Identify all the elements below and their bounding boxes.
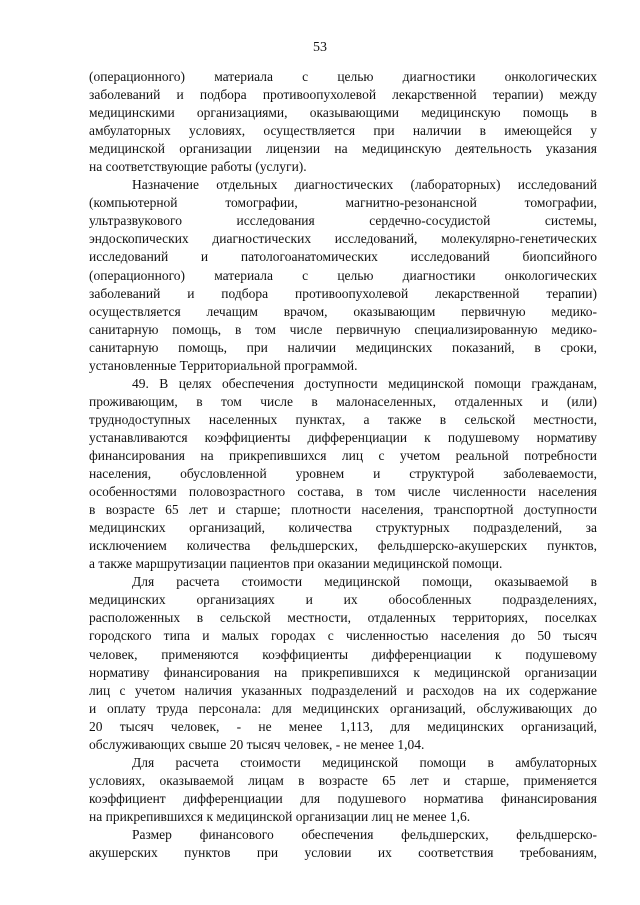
text-line: исключением количества фельдшерских, фельдшерско-акушерских пунктов, bbox=[89, 538, 597, 554]
text-line: человек, применяются коэффициенты дифференциации к подушевому bbox=[89, 646, 597, 662]
text-line: лиц с учетом наличия указанных подразделений и расходов на их содержание bbox=[89, 682, 597, 698]
text-line: санитарную помощь, при наличии медицинских показаний, в сроки, bbox=[89, 339, 597, 355]
text-line: 49. В целях обеспечения доступности медицинской помощи гражданам, bbox=[132, 375, 597, 391]
text-line: установленные Территориальной программой. bbox=[89, 357, 358, 373]
text-line: расположенных в сельской местности, отдаленных территориях, поселках bbox=[89, 610, 597, 626]
text-line: и оплату труда персонала: для медицинских организаций, обслуживающих до bbox=[89, 700, 597, 716]
text-line: медицинской организации лицензии на медицинскую деятельность указания bbox=[89, 141, 597, 157]
text-line: (компьютерной томографии, магнитно-резонансной томографии, bbox=[89, 195, 597, 211]
text-line: городского типа и малых городах с численностью населения до 50 тысяч bbox=[89, 628, 597, 644]
text-line: труднодоступных населенных пунктах, а также в сельской местности, bbox=[89, 411, 597, 427]
body-text bbox=[89, 68, 597, 862]
text-line: условиях, оказываемой лицам в возрасте 65 лет и старше, применяется bbox=[89, 772, 597, 788]
text-line: эндоскопических диагностических исследований, молекулярно-генетических bbox=[89, 231, 597, 247]
text-line: а также маршрутизации пациентов при оказании медицинской помощи. bbox=[89, 556, 503, 572]
text-line: медицинскими организациями, оказывающими медицинскую помощь в bbox=[89, 105, 597, 121]
page-number: 53 bbox=[313, 40, 327, 55]
text-line: проживающим, в том числе в малонаселенных, отдаленных и (или) bbox=[89, 393, 597, 409]
text-line: медицинских организациях и их обособленных подразделениях, bbox=[89, 592, 597, 608]
text-line: финансирования на прикрепившихся лиц с учетом реальной потребности bbox=[89, 447, 597, 463]
text-line: особенностями половозрастного состава, в том числе численности населения bbox=[89, 484, 597, 500]
text-line: Для расчета стоимости медицинской помощи, оказываемой в bbox=[132, 574, 597, 590]
text-line: Для расчета стоимости медицинской помощи в амбулаторных bbox=[132, 754, 597, 770]
text-line: медицинских организаций, количества структурных подразделений, за bbox=[89, 520, 597, 536]
text-line: нормативу финансирования на прикрепившихся к медицинской организации bbox=[89, 664, 597, 680]
text-line: амбулаторных условиях, осуществляется при наличии в имеющейся у bbox=[89, 123, 597, 139]
text-line: в возрасте 65 лет и старше; плотности населения, транспортной доступности bbox=[89, 502, 597, 518]
text-line: ультразвукового исследования сердечно-сосудистой системы, bbox=[89, 213, 597, 229]
text-line: акушерских пунктов при условии их соответствия требованиям, bbox=[89, 845, 597, 861]
text-line: 20 тысяч человек, - не менее 1,113, для медицинских организаций, bbox=[89, 718, 597, 734]
text-line: заболеваний и подбора противоопухолевой лекарственной терапии) между bbox=[89, 87, 597, 103]
text-line: населения, обусловленной уровнем и структурой заболеваемости, bbox=[89, 466, 597, 482]
text-line: заболеваний и подбора противоопухолевой лекарственной терапии) bbox=[89, 285, 597, 301]
text-line: санитарную помощь, в том числе первичную специализированную медико- bbox=[89, 321, 597, 337]
text-line: на соответствующие работы (услуги). bbox=[89, 159, 307, 175]
text-line: осуществляется лечащим врачом, оказывающим первичную медико- bbox=[89, 303, 597, 319]
text-line: коэффициент дифференциации для подушевого норматива финансирования bbox=[89, 790, 597, 806]
text-line: Назначение отдельных диагностических (лабораторных) исследований bbox=[132, 177, 597, 193]
text-line: (операционного) материала с целью диагностики онкологических bbox=[89, 69, 597, 84]
text-line: Размер финансового обеспечения фельдшерских, фельдшерско- bbox=[132, 826, 597, 842]
text-line: исследований и патологоанатомических исследований биопсийного bbox=[89, 249, 597, 265]
text-line: на прикрепившихся к медицинской организации лиц не менее 1,6. bbox=[89, 808, 471, 824]
text-line: (операционного) материала с целью диагностики онкологических bbox=[89, 267, 597, 283]
text-line: обслуживающих свыше 20 тысяч человек, - не менее 1,04. bbox=[89, 736, 425, 752]
text-line: устанавливаются коэффициенты дифференциации к подушевому нормативу bbox=[89, 429, 597, 445]
